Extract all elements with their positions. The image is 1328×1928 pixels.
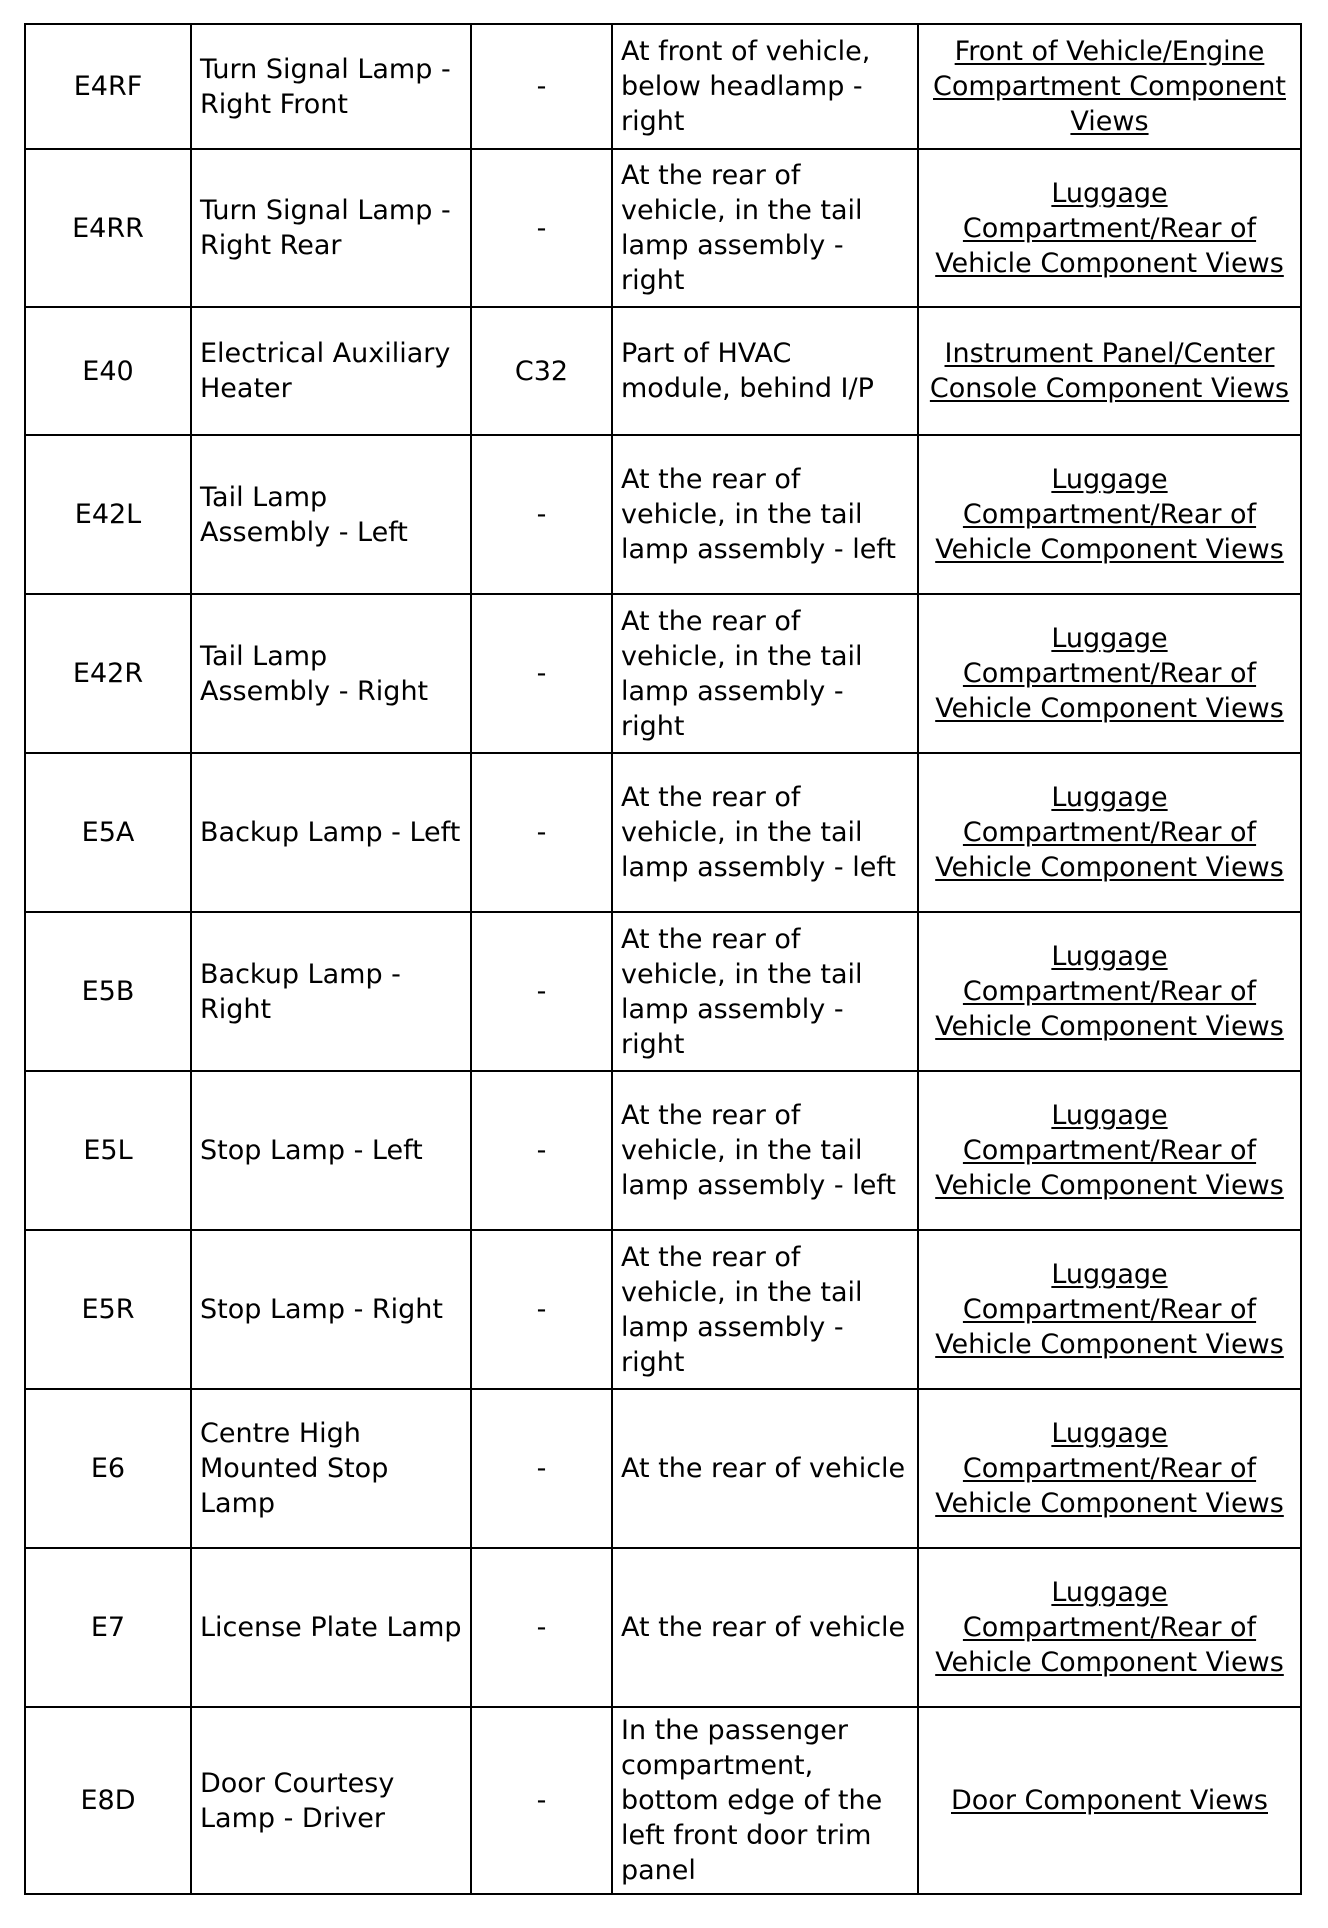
component-view-link[interactable]: Luggage Compartment/Rear of Vehicle Component Views [935, 782, 1284, 883]
component-name-cell: Backup Lamp - Left [191, 753, 471, 912]
component-view-cell [918, 435, 1301, 594]
component-id-cell: E5B [25, 912, 191, 1071]
component-view-link[interactable]: Luggage Compartment/Rear of Vehicle Component Views [935, 941, 1284, 1042]
component-id-cell: E6 [25, 1389, 191, 1548]
component-id-cell: E42R [25, 594, 191, 753]
component-view-link[interactable]: Door Component Views [951, 1785, 1268, 1816]
component-id-cell: E42L [25, 435, 191, 594]
component-name-cell: Turn Signal Lamp - Right Front [191, 24, 471, 149]
table-row [25, 1071, 1301, 1230]
component-id-cell: E7 [25, 1548, 191, 1707]
component-id-cell: E5R [25, 1230, 191, 1389]
connector-cell: - [471, 912, 612, 1071]
connector-cell: - [471, 1389, 612, 1548]
component-view-cell [918, 912, 1301, 1071]
location-cell: At the rear of vehicle [612, 1389, 918, 1548]
component-id-cell: E40 [25, 307, 191, 435]
component-view-link[interactable]: Luggage Compartment/Rear of Vehicle Component Views [935, 1100, 1284, 1201]
component-name-cell: Door Courtesy Lamp - Driver [191, 1707, 471, 1894]
component-view-cell [918, 594, 1301, 753]
connector-cell: C32 [471, 307, 612, 435]
component-view-link[interactable]: Luggage Compartment/Rear of Vehicle Component Views [935, 1577, 1284, 1678]
component-view-cell [918, 24, 1301, 149]
component-id-cell: E8D [25, 1707, 191, 1894]
location-cell: At the rear of vehicle, in the tail lamp assembly - left [612, 1071, 918, 1230]
component-view-link[interactable]: Luggage Compartment/Rear of Vehicle Component Views [935, 623, 1284, 724]
component-view-link[interactable]: Instrument Panel/Center Console Component Views [929, 338, 1290, 404]
table-row [25, 149, 1301, 307]
table-body [25, 24, 1301, 1894]
location-cell: At the rear of vehicle, in the tail lamp assembly - right [612, 594, 918, 753]
component-view-link[interactable]: Luggage Compartment/Rear of Vehicle Component Views [935, 1259, 1284, 1360]
connector-cell: - [471, 1707, 612, 1894]
table-row [25, 753, 1301, 912]
component-name-cell: Centre High Mounted Stop Lamp [191, 1389, 471, 1548]
table-row [25, 435, 1301, 594]
component-view-cell [918, 1389, 1301, 1548]
component-name-cell: Backup Lamp - Right [191, 912, 471, 1071]
location-cell: At the rear of vehicle [612, 1548, 918, 1707]
component-name-cell: Electrical Auxiliary Heater [191, 307, 471, 435]
location-cell: At the rear of vehicle, in the tail lamp assembly - left [612, 753, 918, 912]
location-cell: At the rear of vehicle, in the tail lamp assembly - right [612, 149, 918, 307]
component-view-cell [918, 753, 1301, 912]
component-view-cell [918, 1548, 1301, 1707]
table-row [25, 307, 1301, 435]
table-row [25, 1548, 1301, 1707]
component-view-cell [918, 1707, 1301, 1894]
component-name-cell: Turn Signal Lamp - Right Rear [191, 149, 471, 307]
component-name-cell: Tail Lamp Assembly - Right [191, 594, 471, 753]
component-view-link[interactable]: Front of Vehicle/Engine Compartment Component Views [933, 36, 1286, 137]
component-id-cell: E4RR [25, 149, 191, 307]
component-name-cell: License Plate Lamp [191, 1548, 471, 1707]
component-id-cell: E4RF [25, 24, 191, 149]
location-cell: At the rear of vehicle, in the tail lamp assembly - left [612, 435, 918, 594]
location-cell: At front of vehicle, below headlamp - right [612, 24, 918, 149]
connector-cell: - [471, 1230, 612, 1389]
location-cell: Part of HVAC module, behind I/P [612, 307, 918, 435]
component-view-link[interactable]: Luggage Compartment/Rear of Vehicle Component Views [935, 1418, 1284, 1519]
location-cell: In the passenger compartment, bottom edge of the left front door trim panel [612, 1707, 918, 1894]
connector-cell: - [471, 149, 612, 307]
table-row [25, 594, 1301, 753]
component-locator-table [24, 23, 1302, 1895]
connector-cell: - [471, 1548, 612, 1707]
table-row [25, 24, 1301, 149]
component-name-cell: Stop Lamp - Left [191, 1071, 471, 1230]
table-row [25, 1707, 1301, 1894]
location-cell: At the rear of vehicle, in the tail lamp assembly - right [612, 912, 918, 1071]
table-row [25, 1230, 1301, 1389]
connector-cell: - [471, 753, 612, 912]
table-row [25, 912, 1301, 1071]
component-name-cell: Tail Lamp Assembly - Left [191, 435, 471, 594]
component-view-cell [918, 149, 1301, 307]
component-id-cell: E5L [25, 1071, 191, 1230]
component-id-cell: E5A [25, 753, 191, 912]
component-name-cell: Stop Lamp - Right [191, 1230, 471, 1389]
component-view-cell [918, 1230, 1301, 1389]
component-view-cell [918, 307, 1301, 435]
connector-cell: - [471, 594, 612, 753]
table-row [25, 1389, 1301, 1548]
connector-cell: - [471, 435, 612, 594]
location-cell: At the rear of vehicle, in the tail lamp assembly - right [612, 1230, 918, 1389]
component-view-link[interactable]: Luggage Compartment/Rear of Vehicle Component Views [935, 177, 1284, 279]
component-view-link[interactable]: Luggage Compartment/Rear of Vehicle Component Views [935, 464, 1284, 565]
connector-cell: - [471, 1071, 612, 1230]
component-view-cell [918, 1071, 1301, 1230]
connector-cell: - [471, 24, 612, 149]
